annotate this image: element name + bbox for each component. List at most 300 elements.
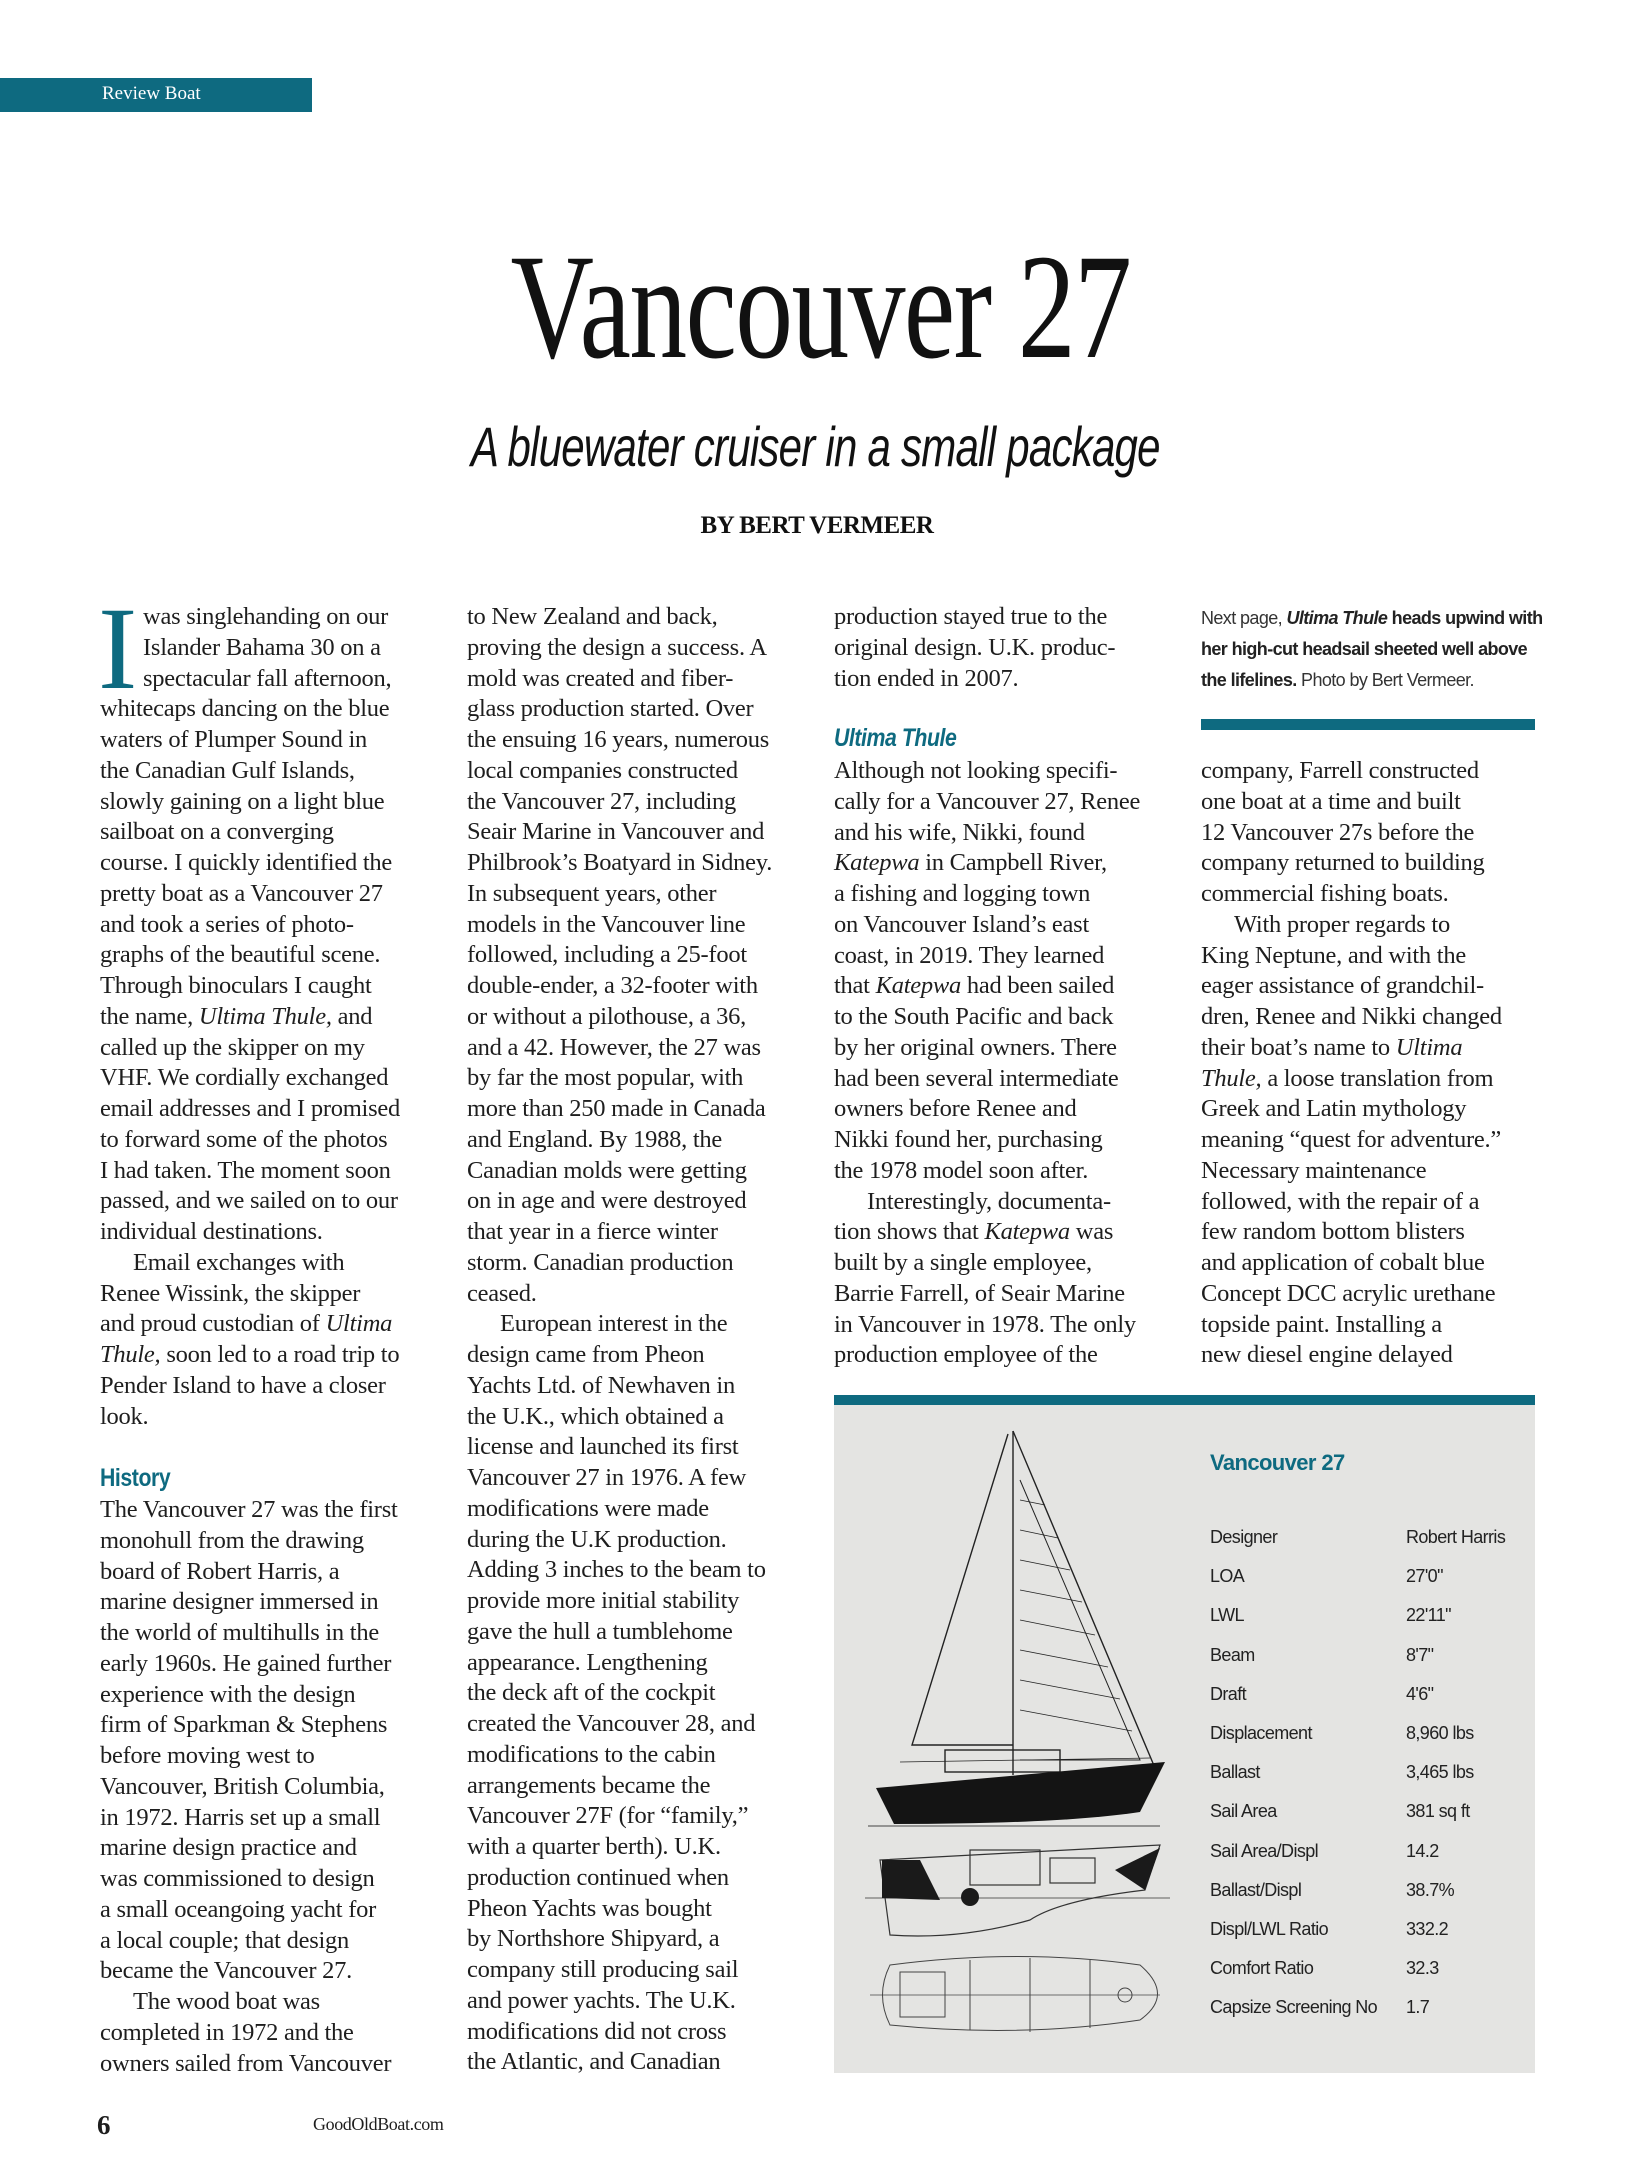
text: modifications did not cross — [467, 2017, 727, 2045]
text-line — [834, 941, 1140, 972]
jib-panels — [1020, 1500, 1132, 1731]
text: modifications to the cabin — [467, 1740, 716, 1768]
spec-label: Beam — [1210, 1644, 1255, 1665]
text: the name, — [100, 1002, 199, 1030]
column-1-intro — [100, 602, 400, 1432]
text-line — [834, 818, 1140, 849]
text: sailboat on a converging — [100, 818, 334, 846]
text-line — [467, 1279, 772, 1310]
text: Email exchanges with — [133, 1248, 345, 1276]
text-line — [1201, 1094, 1502, 1125]
text: was — [1069, 1218, 1114, 1246]
text: Concept DCC acrylic urethane — [1201, 1279, 1496, 1307]
text-line — [467, 1709, 772, 1740]
text: early 1960s. He gained further — [100, 1649, 392, 1677]
text: Pender Island to have a closer — [100, 1371, 386, 1399]
text: company still producing sail — [467, 1956, 739, 1983]
text-line — [467, 1402, 772, 1433]
text-line — [834, 1187, 1140, 1218]
text: appearance. Lengthening — [467, 1648, 708, 1676]
text: and application of cobalt blue — [1201, 1249, 1485, 1276]
text-line — [467, 725, 772, 756]
text-line — [834, 1094, 1140, 1125]
spec-row — [1210, 1875, 1530, 1905]
italic-text: Thule, — [1201, 1064, 1262, 1092]
text-line — [467, 1955, 772, 1986]
text-line — [100, 1495, 398, 1526]
text: in Campbell River, — [919, 849, 1107, 877]
text-line — [467, 1002, 772, 1033]
text: King Neptune, and with the — [1201, 941, 1466, 969]
text: more than 250 made in Canada — [467, 1095, 766, 1122]
spec-label: Capsize Screening No — [1210, 1997, 1378, 2018]
column-1-history — [100, 1495, 398, 2079]
text-line — [834, 971, 1140, 1002]
text-line — [1201, 787, 1502, 818]
text-line — [467, 664, 772, 695]
text-line — [100, 1956, 398, 1987]
text: dren, Renee and Nikki changed — [1201, 1003, 1502, 1030]
column-3-top — [834, 602, 1115, 694]
text-line — [100, 1186, 400, 1217]
text-line — [100, 1309, 400, 1340]
text: that year in a fierce winter — [467, 1218, 718, 1245]
spec-value: 3,465 lbs — [1406, 1762, 1474, 1783]
text: and his wife, Nikki, found — [834, 818, 1085, 846]
article-subtitle: A bluewater cruiser in a small package — [470, 415, 1160, 478]
text-line — [100, 1002, 400, 1033]
text-line — [1201, 1187, 1502, 1218]
text: passed, and we sailed on to our — [100, 1187, 398, 1215]
spec-row — [1210, 1561, 1530, 1591]
text: Interestingly, documenta- — [867, 1187, 1111, 1215]
text: eager assistance of grandchil- — [1201, 972, 1484, 1000]
text: models in the Vancouver line — [467, 910, 746, 938]
text-line — [467, 1063, 772, 1094]
mainsail — [912, 1434, 1013, 1745]
text: owners before Renee and — [834, 1095, 1077, 1123]
spec-value: 8,960 lbs — [1406, 1723, 1474, 1743]
text-line — [100, 1772, 398, 1803]
text-line — [467, 940, 772, 971]
italic-text: Thule, — [100, 1341, 161, 1368]
text-line — [467, 756, 772, 787]
text-line — [100, 910, 400, 941]
text: Vancouver, British Columbia, — [100, 1772, 385, 1800]
text: look. — [100, 1402, 149, 1430]
spec-row — [1210, 1718, 1530, 1748]
text: storm. Canadian production — [467, 1248, 734, 1276]
text-line — [834, 879, 1140, 910]
italic-text: Katepwa — [984, 1218, 1070, 1246]
spec-label: Ballast — [1210, 1762, 1260, 1783]
text-line — [467, 1924, 772, 1955]
text-line — [467, 633, 772, 664]
text-line — [834, 756, 1140, 787]
text-line — [467, 1340, 772, 1371]
text: production employee of the — [834, 1341, 1098, 1369]
text: in Vancouver in 1978. The only — [834, 1310, 1136, 1338]
spec-value: 32.3 — [1406, 1958, 1439, 1979]
spec-label: LWL — [1210, 1605, 1244, 1626]
text: before moving west to — [100, 1742, 315, 1769]
spec-value: 4'6" — [1406, 1683, 1434, 1704]
text: called up the skipper on my — [100, 1033, 365, 1061]
text: gave the hull a tumblehome — [467, 1617, 733, 1645]
text-line — [100, 971, 400, 1002]
text-line — [1201, 879, 1502, 910]
text-line — [467, 1094, 772, 1125]
spec-row — [1210, 1992, 1530, 2022]
caption-divider — [1201, 719, 1535, 730]
spec-label: Displacement — [1210, 1723, 1312, 1743]
spec-label: Draft — [1210, 1683, 1247, 1704]
spec-row — [1210, 1953, 1530, 1983]
text: became the Vancouver 27. — [100, 1957, 353, 1985]
photo-caption: Next page, Ultima Thule heads upwind with her high-cut headsail sheeted well above the lifelines. Photo by Bert Vermeer. — [1201, 608, 1543, 690]
text-line — [100, 2049, 398, 2080]
text: followed, with the repair of a — [1201, 1187, 1480, 1215]
text: tion shows that — [834, 1218, 985, 1246]
text: I had taken. The moment soon — [100, 1156, 391, 1184]
spec-value: 22'11" — [1406, 1605, 1451, 1626]
heading-ultima-thule: Ultima Thule — [834, 724, 957, 752]
spec-row — [1210, 1836, 1530, 1866]
text: had been several intermediate — [834, 1064, 1119, 1092]
text-line — [467, 1309, 772, 1340]
text-line — [100, 1864, 398, 1895]
text: a fishing and logging town — [834, 880, 1091, 907]
text-line — [467, 1525, 772, 1556]
text: or without a pilothouse, a 36, — [467, 1002, 746, 1030]
text: followed, including a 25-foot — [467, 941, 747, 969]
text-line — [100, 1125, 400, 1156]
italic-text: Katepwa — [834, 849, 920, 877]
text-line — [100, 1710, 398, 1741]
text: design came from Pheon — [467, 1341, 705, 1368]
text: a local couple; that design — [100, 1926, 350, 1954]
text-line — [467, 1432, 772, 1463]
text-line — [100, 848, 400, 879]
text: Vancouver 27F (for “family,” — [467, 1802, 749, 1830]
column-3 — [834, 756, 1140, 1371]
text-line — [467, 1678, 772, 1709]
text: experience with the design — [100, 1680, 356, 1708]
text-line — [100, 1833, 398, 1864]
text: and a 42. However, the 27 was — [467, 1033, 761, 1061]
text: by her original owners. There — [834, 1033, 1117, 1061]
text-line — [834, 787, 1140, 818]
text-line — [467, 1586, 772, 1617]
text-line — [100, 602, 400, 633]
text: The wood boat was — [133, 1988, 320, 2015]
text-line — [467, 1248, 772, 1279]
text-line — [834, 1125, 1140, 1156]
spec-title: Vancouver 27 — [1210, 1450, 1345, 1475]
text-line — [100, 1803, 398, 1834]
text: Seair Marine in Vancouver and — [467, 818, 765, 846]
text: during the U.K production. — [467, 1525, 727, 1553]
text: had been sailed — [961, 972, 1115, 1000]
text-line — [834, 1033, 1140, 1064]
text-line — [834, 1002, 1140, 1033]
deck-plan — [870, 1957, 1160, 2033]
text-line — [100, 1680, 398, 1711]
text-line — [1201, 1217, 1502, 1248]
text: the 1978 model soon after. — [834, 1156, 1089, 1184]
text: email addresses and I promised — [100, 1095, 401, 1122]
text-line — [100, 787, 400, 818]
text: by Northshore Shipyard, a — [467, 1925, 720, 1953]
italic-text: Ultima — [1395, 1033, 1463, 1061]
section-tab-label: Review Boat — [102, 83, 201, 104]
text-line — [100, 1156, 400, 1187]
text-line — [100, 756, 400, 787]
spec-box-top-bar — [834, 1395, 1535, 1405]
text: course. I quickly identified the — [100, 849, 393, 876]
text: the deck aft of the cockpit — [467, 1679, 716, 1707]
text-line — [100, 1895, 398, 1926]
text: In subsequent years, other — [467, 879, 717, 907]
text: Nikki found her, purchasing — [834, 1126, 1103, 1153]
text-line — [1201, 1064, 1502, 1095]
text: with a quarter berth). U.K. — [467, 1833, 721, 1860]
article-title: Vancouver 27 — [510, 224, 1130, 390]
jib — [1020, 1480, 1140, 1760]
text: and England. By 1988, the — [467, 1125, 723, 1153]
text-line — [467, 1832, 772, 1863]
text-line — [100, 1587, 398, 1618]
text-line — [834, 1156, 1140, 1187]
page-number: 6 — [97, 2110, 111, 2140]
text-line — [467, 787, 772, 818]
text-line — [467, 879, 772, 910]
text-line — [100, 1557, 398, 1588]
text-line — [1201, 1125, 1502, 1156]
text-line — [834, 1248, 1140, 1279]
text-line — [100, 1402, 400, 1433]
text-line — [467, 1371, 772, 1402]
text: to forward some of the photos — [100, 1125, 388, 1153]
text: board of Robert Harris, a — [100, 1557, 340, 1585]
italic-text: Ultima Thule, — [198, 1002, 332, 1030]
spec-label: Displ/LWL Ratio — [1210, 1919, 1329, 1939]
text-line — [467, 971, 772, 1002]
text: graphs of the beautiful scene. — [100, 941, 381, 969]
spec-row — [1210, 1640, 1530, 1670]
text: Necessary maintenance — [1201, 1156, 1427, 1184]
text-line — [467, 602, 772, 633]
text: created the Vancouver 28, and — [467, 1710, 756, 1737]
text-line — [100, 1649, 398, 1680]
text: Philbrook’s Boatyard in Sidney. — [467, 849, 773, 876]
text-line — [467, 1894, 772, 1925]
text: on Vancouver Island’s east — [834, 910, 1089, 938]
text-line — [1201, 848, 1502, 879]
text: The Vancouver 27 was the first — [100, 1496, 398, 1523]
heading-history: History — [100, 1464, 171, 1492]
spec-label: Sail Area — [1210, 1801, 1277, 1822]
text: completed in 1972 and the — [100, 2018, 354, 2046]
section-tab — [0, 78, 312, 112]
drop-cap: I — [98, 583, 138, 714]
text-line — [467, 1555, 772, 1586]
text-line — [100, 694, 400, 725]
text: company, Farrell constructed — [1201, 757, 1479, 784]
text: original design. U.K. produc- — [834, 633, 1116, 661]
text: and took a series of photo- — [100, 910, 354, 938]
text-line — [467, 1863, 772, 1894]
text-line — [1201, 941, 1502, 972]
text: modifications were made — [467, 1494, 709, 1522]
text: Greek and Latin mythology — [1201, 1095, 1467, 1123]
italic-text: Ultima — [325, 1310, 393, 1338]
text: the Canadian Gulf Islands, — [100, 756, 355, 784]
spec-row — [1210, 1914, 1530, 1944]
text: waters of Plumper Sound in — [100, 726, 368, 753]
spec-label: Sail Area/Displ — [1210, 1840, 1319, 1861]
text-line — [834, 1279, 1140, 1310]
text-line — [467, 910, 772, 941]
text: owners sailed from Vancouver — [100, 2049, 392, 2077]
text-line — [1201, 1340, 1502, 1371]
text: license and launched its first — [467, 1433, 739, 1461]
text-line — [100, 1217, 400, 1248]
text-line — [100, 940, 400, 971]
text-line — [100, 2018, 398, 2049]
text: VHF. We cordially exchanged — [100, 1064, 389, 1092]
text: and — [331, 1002, 373, 1030]
spec-row — [1210, 1600, 1530, 1630]
text-line — [100, 1340, 400, 1371]
text: a loose translation from — [1261, 1064, 1494, 1092]
text-line — [467, 817, 772, 848]
text-line — [467, 1617, 772, 1648]
text: production continued when — [467, 1863, 729, 1891]
spec-label: LOA — [1210, 1566, 1245, 1587]
text: marine design practice and — [100, 1834, 357, 1862]
text-line — [467, 2017, 772, 2048]
text: Although not looking specifi- — [834, 757, 1118, 784]
spec-value: 8'7" — [1406, 1644, 1434, 1665]
text: spectacular fall afternoon, — [143, 664, 392, 692]
spec-value: 332.2 — [1406, 1919, 1449, 1939]
spec-value: 27'0" — [1406, 1566, 1443, 1587]
text: whitecaps dancing on the blue — [100, 695, 390, 723]
text: by far the most popular, with — [467, 1064, 744, 1092]
text-line — [467, 1648, 772, 1679]
text: ceased. — [467, 1279, 537, 1307]
text-line — [467, 1986, 772, 2017]
text-line — [100, 817, 400, 848]
text: and power yachts. The U.K. — [467, 1986, 736, 2014]
text-line — [100, 1279, 400, 1310]
text: meaning “quest for adventure.” — [1201, 1126, 1501, 1153]
text: local companies constructed — [467, 756, 738, 784]
text: mold was created and fiber- — [467, 664, 734, 692]
text: glass production started. Over — [467, 695, 754, 723]
text: double-ender, a 32-footer with — [467, 972, 758, 999]
text-line — [834, 1064, 1140, 1095]
text-line — [100, 1926, 398, 1957]
text: was singlehanding on our — [143, 603, 389, 630]
text: individual destinations. — [100, 1218, 323, 1245]
text: that — [834, 972, 876, 1000]
spec-row — [1210, 1522, 1530, 1552]
text-line — [100, 725, 400, 756]
text: With proper regards to — [1234, 910, 1450, 938]
text: Pheon Yachts was bought — [467, 1894, 712, 1922]
text-line — [1201, 756, 1502, 787]
text: tion ended in 2007. — [834, 664, 1019, 692]
text-line — [100, 1526, 398, 1557]
text-line — [100, 1063, 400, 1094]
text: European interest in the — [500, 1310, 728, 1338]
text-line — [834, 602, 1115, 633]
text-line — [100, 1094, 400, 1125]
text-line — [467, 1494, 772, 1525]
text: Through binoculars I caught — [100, 972, 372, 999]
text: Vancouver 27 in 1976. A few — [467, 1464, 747, 1491]
text: the ensuing 16 years, numerous — [467, 726, 770, 753]
text: production stayed true to the — [834, 603, 1108, 630]
text: Canadian molds were getting — [467, 1156, 747, 1184]
text-line — [1201, 1279, 1502, 1310]
text-line — [100, 1987, 398, 2018]
text: company returned to building — [1201, 849, 1485, 877]
spec-value: 381 sq ft — [1406, 1801, 1470, 1822]
text-line — [834, 1310, 1140, 1341]
text-line — [834, 910, 1140, 941]
text-line — [1201, 971, 1502, 1002]
text: marine designer immersed in — [100, 1588, 379, 1616]
sailboat-line-drawing — [860, 1420, 1180, 2050]
text-line — [100, 1618, 398, 1649]
text: Islander Bahama 30 on a — [143, 633, 381, 661]
text-line — [834, 1340, 1140, 1371]
text-line — [1201, 818, 1502, 849]
spec-value: 38.7% — [1406, 1879, 1455, 1900]
text-line — [467, 1033, 772, 1064]
text-line — [467, 1186, 772, 1217]
text: few random bottom blisters — [1201, 1218, 1465, 1246]
text-line — [467, 694, 772, 725]
text: in 1972. Harris set up a small — [100, 1803, 381, 1831]
text: the Atlantic, and Canadian — [467, 2048, 721, 2076]
spec-row — [1210, 1796, 1530, 1826]
text: arrangements became the — [467, 1771, 711, 1799]
text-line — [100, 633, 400, 664]
text: a small oceangoing yacht for — [100, 1895, 377, 1923]
text-line — [1201, 1002, 1502, 1033]
spec-label: Ballast/Displ — [1210, 1879, 1302, 1900]
text: new diesel engine delayed — [1201, 1341, 1453, 1369]
spec-value: Robert Harris — [1406, 1527, 1506, 1547]
text-line — [100, 664, 400, 695]
spec-value: 1.7 — [1406, 1997, 1430, 2018]
text: cally for a Vancouver 27, Renee — [834, 787, 1141, 815]
text-line — [100, 1741, 398, 1772]
text: to New Zealand and back, — [467, 603, 718, 630]
text: soon led to a road trip to — [160, 1341, 400, 1368]
text: built by a single employee, — [834, 1249, 1092, 1276]
text-line — [467, 1125, 772, 1156]
text-line — [100, 1371, 400, 1402]
text-line — [1201, 910, 1502, 941]
text: provide more initial stability — [467, 1587, 740, 1614]
text: monohull from the drawing — [100, 1526, 364, 1554]
text-line — [834, 664, 1115, 695]
